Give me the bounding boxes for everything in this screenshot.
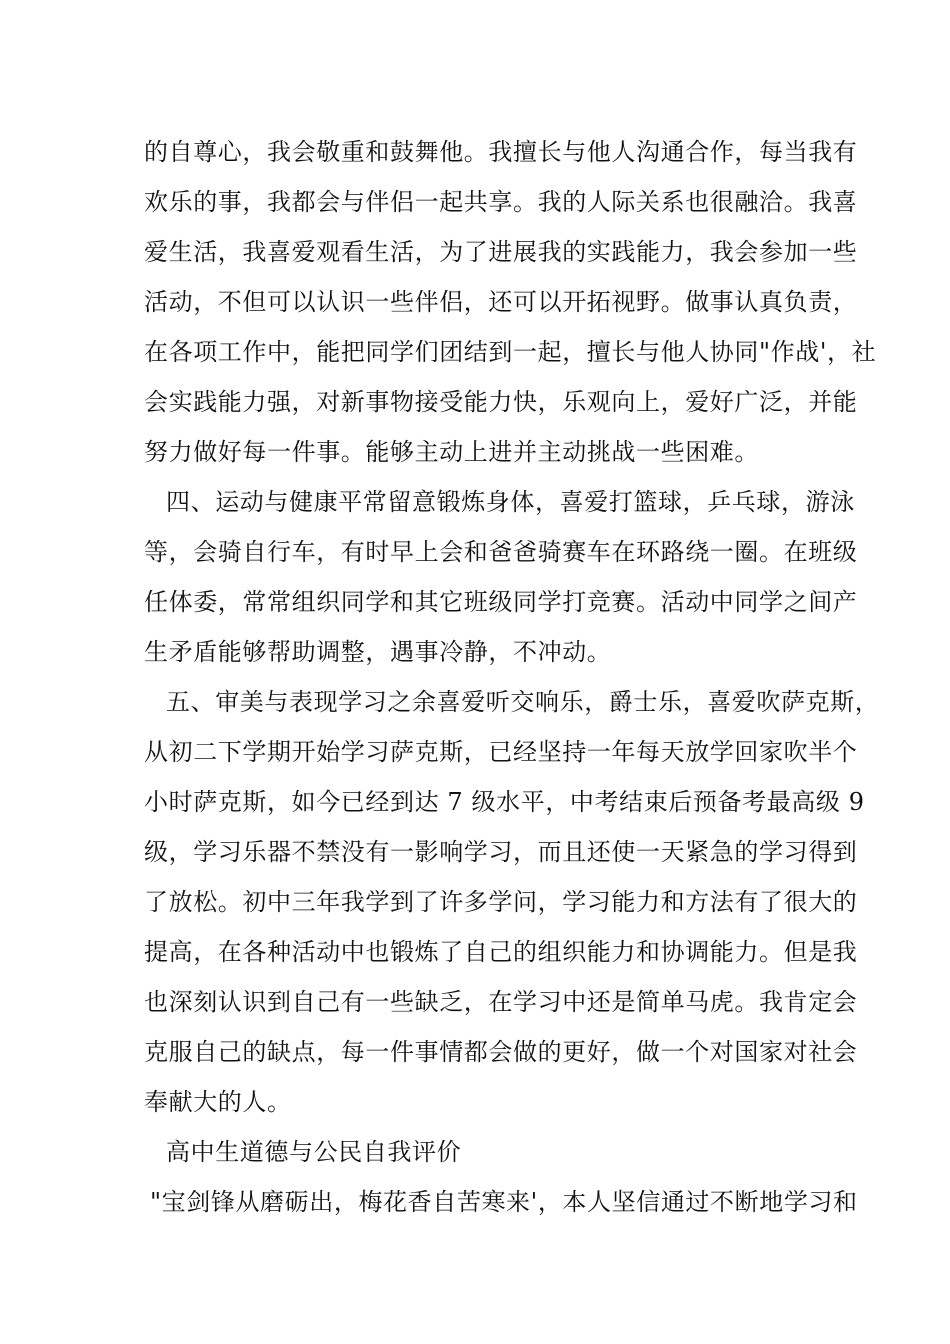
- text-line: 了放松。初中三年我学到了许多学问，学习能力和方法有了很大的: [144, 888, 858, 916]
- text-line: "宝剑锋从磨砺出，梅花香自苦寒来'，本人坚信通过不断地学习和: [150, 1188, 858, 1216]
- section-heading-line: 四、运动与健康平常留意锻炼身体，喜爱打篮球，乒乓球，游泳: [166, 488, 855, 516]
- section-title: 高中生道德与公民自我评价: [166, 1138, 462, 1166]
- text-line: 欢乐的事，我都会与伴侣一起共享。我的人际关系也很融洽。我喜: [144, 188, 858, 216]
- text-line: 的自尊心，我会敬重和鼓舞他。我擅长与他人沟通合作，每当我有: [144, 138, 858, 166]
- text-line: 级，学习乐器不禁没有一影响学习，而且还使一天紧急的学习得到: [144, 838, 858, 866]
- text-line: 克服自己的缺点，每一件事情都会做的更好，做一个对国家对社会: [144, 1038, 858, 1066]
- text-line: 也深刻认识到自己有一些缺乏，在学习中还是简单马虎。我肯定会: [144, 988, 858, 1016]
- text-line: 小时萨克斯，如今已经到达 7 级水平，中考结束后预备考最高级 9: [144, 788, 865, 816]
- text-line: 生矛盾能够帮助调整，遇事冷静，不冲动。: [144, 638, 612, 666]
- section-heading-line: 五、审美与表现学习之余喜爱听交响乐，爵士乐，喜爱吹萨克斯，: [166, 688, 880, 716]
- text-line: 在各项工作中，能把同学们团结到一起，擅长与他人协同"作战'，社: [144, 338, 877, 366]
- text-line: 等，会骑自行车，有时早上会和爸爸骑赛车在环路绕一圈。在班级: [144, 538, 858, 566]
- text-line: 努力做好每一件事。能够主动上进并主动挑战一些困难。: [144, 438, 759, 466]
- text-line: 提高，在各种活动中也锻炼了自己的组织能力和协调能力。但是我: [144, 938, 858, 966]
- text-line: 爱生活，我喜爱观看生活，为了进展我的实践能力，我会参加一些: [144, 238, 858, 266]
- text-line: 奉献大的人。: [144, 1088, 292, 1116]
- text-line: 从初二下学期开始学习萨克斯，已经坚持一年每天放学回家吹半个: [144, 738, 858, 766]
- text-line: 会实践能力强，对新事物接受能力快，乐观向上，爱好广泛，并能: [144, 388, 858, 416]
- text-line: 任体委，常常组织同学和其它班级同学打竞赛。活动中同学之间产: [144, 588, 858, 616]
- text-line: 活动，不但可以认识一些伴侣，还可以开拓视野。做事认真负责，: [144, 288, 858, 316]
